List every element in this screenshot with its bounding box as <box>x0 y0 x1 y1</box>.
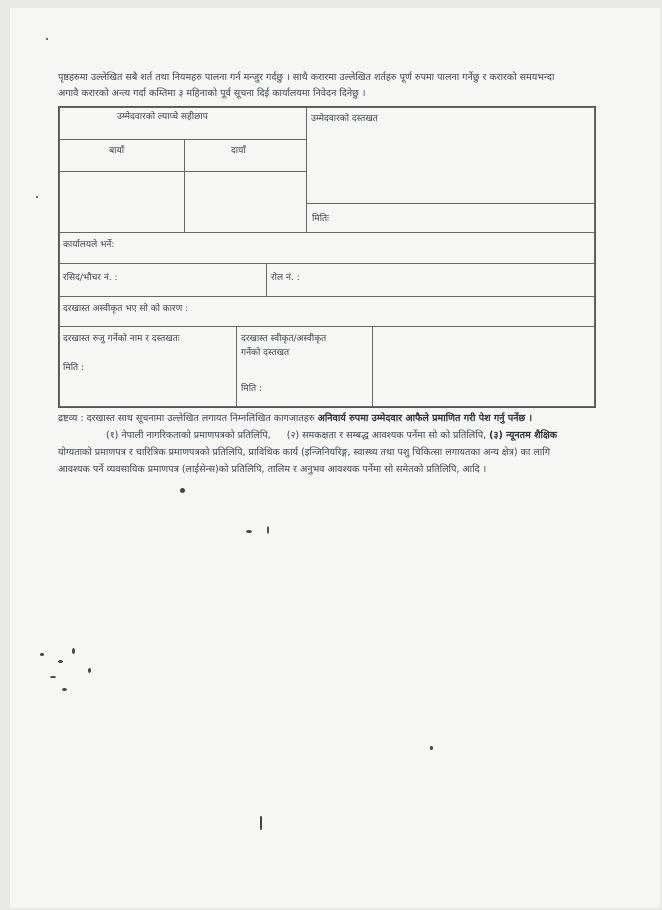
scan-speck <box>267 526 269 534</box>
declaration-line-2: अगावै करारको अन्त्य गर्दा कम्तिमा ३ महिनाको पूर्व सूचना दिई कार्यालयमा निवेदन दिनेछु । <box>58 88 366 99</box>
signature-date-row <box>306 203 595 233</box>
document-page <box>10 8 660 908</box>
examiner-date-label: मिति : <box>63 363 85 373</box>
scan-speck <box>246 530 252 533</box>
right-thumb-label: दायाँ <box>231 146 246 156</box>
note-lead: द्रष्टव्य : दरखास्त साथ सूचनामा उल्लेखित लगायत निम्नलिखित कागजातहरु <box>58 413 318 424</box>
scan-speck <box>62 688 67 691</box>
signature-date-label: मितिः <box>312 214 329 224</box>
scan-speck <box>46 38 48 40</box>
office-use-label: कार्यालयले भर्ने: <box>63 240 115 250</box>
scan-speck <box>72 648 75 654</box>
empty-cell <box>372 326 595 407</box>
signature-header: उम्मेदवारको दस्तखत <box>311 114 378 124</box>
note-lead-bold: अनिवार्य रुपमा उम्मेदवार आफैले प्रमाणित गरी पेश गर्नु पर्नेछ । <box>317 413 533 424</box>
scan-speck <box>180 488 185 493</box>
rejection-label: दरखास्त अस्वीकृत भए सो को कारण : <box>63 304 189 314</box>
scan-speck <box>50 676 56 678</box>
note-item-3: (३) न्यूनतम शैक्षिक <box>489 430 558 441</box>
scan-speck <box>40 653 44 656</box>
examiner-label: दरखास्त रुजु गर्नेको नाम र दस्तखतः <box>63 334 180 344</box>
note-line-1 <box>58 410 648 427</box>
scan-speck <box>36 196 38 198</box>
application-form-table <box>58 106 596 408</box>
approver-date-label: मिति : <box>241 384 263 394</box>
note-line-2 <box>58 427 648 444</box>
approver-label-1: दरखास्त स्वीकृत/अस्वीकृत <box>241 334 327 344</box>
scan-speck <box>260 816 262 830</box>
declaration-line-1: पृष्ठहरुमा उल्लेखित सबै शर्त तथा नियमहरु पालना गर्न मन्जुर गर्दछु । साथै करारमा उल्लेखित शर्तहरु पूर्ण रुपमा पालना गर्नेछु र करारको समयभन्दा <box>58 72 555 83</box>
note-item-2: (२) समकक्षता र सम्बद्ध आवश्यक पर्नेमा सो को प्रतिलिपि, <box>286 430 487 441</box>
note-line-4: आवश्यक पर्ने व्यवसायिक प्रमाणपत्र (लाईसेन्स)को प्रतिलिपि, तालिम र अनुभव आवश्यक पर्नेमा सो समेतको प्रतिलिपि, आदि । <box>58 464 487 475</box>
approver-label-2: गर्नेको दस्तखत <box>241 348 290 358</box>
roll-cell <box>266 263 595 297</box>
scan-speck <box>58 660 63 663</box>
office-use-row <box>59 232 595 264</box>
note-line-3: योग्यताको प्रमाणपत्र र चारित्रिक प्रमाणपत्रको प्रतिलिपि, प्राविधिक कार्य (इन्जिनियरिङ्ग, स्वास्थ्य तथा पशु चिकित्सा लगायतका अन्य क्षेत्र) का लागि <box>58 447 551 458</box>
scan-speck <box>430 746 433 750</box>
receipt-label: रसिद/भौचर नं. : <box>63 273 118 283</box>
thumbprint-header: उम्मेदवारको ल्याप्चे सहीछाप <box>117 112 208 122</box>
thumb-divider <box>59 171 307 172</box>
note-item-1: (१) नेपाली नागरिकताको प्रमाणपत्रको प्रतिलिपि, <box>106 430 271 441</box>
left-thumb-label: बायाँ <box>109 146 125 156</box>
scan-speck <box>88 668 91 673</box>
roll-label: रोल नं. : <box>271 273 300 283</box>
attachments-note <box>58 410 648 478</box>
declaration-paragraph <box>58 70 628 102</box>
